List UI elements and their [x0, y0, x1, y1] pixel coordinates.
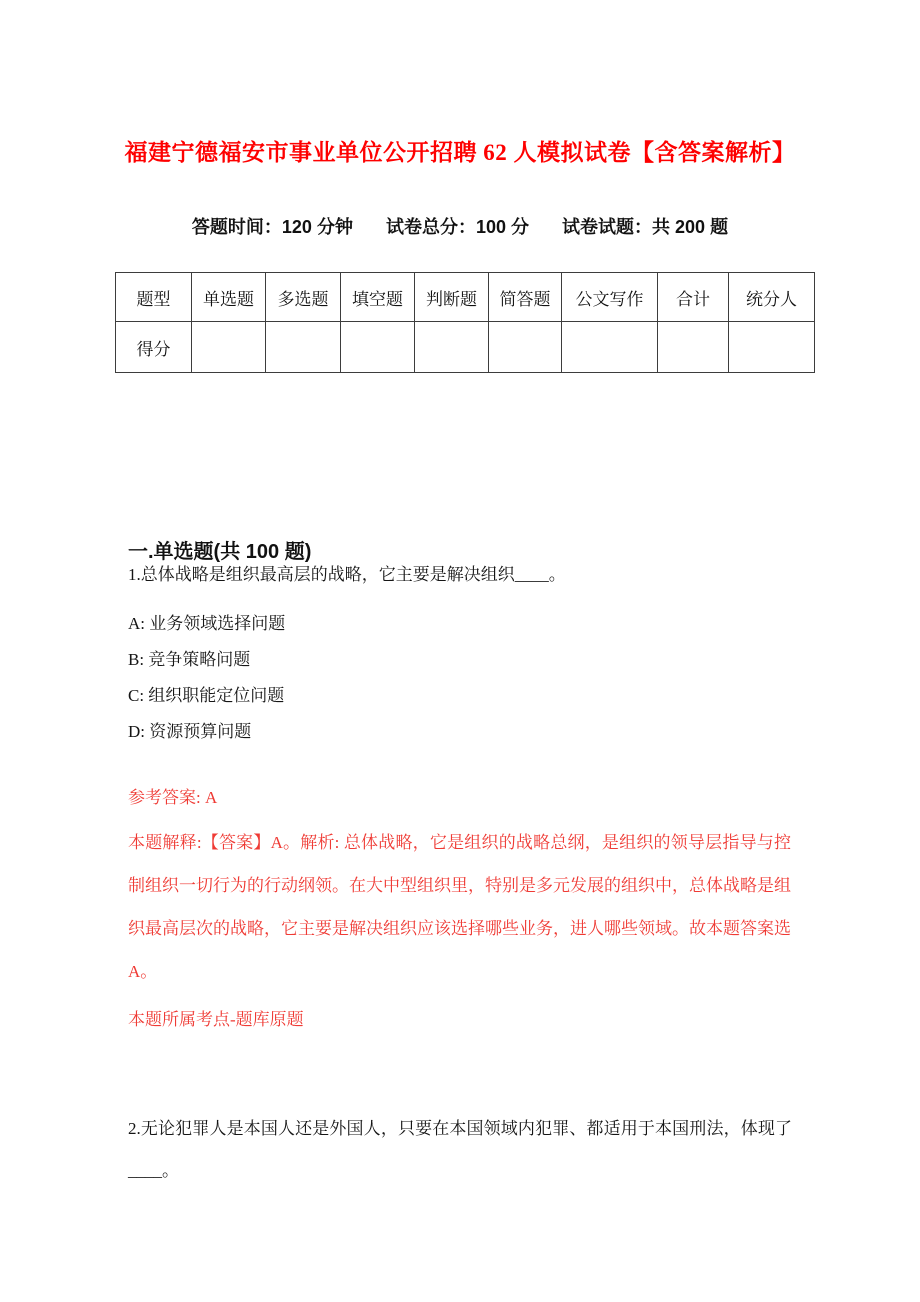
header-total: 合计 — [658, 273, 729, 322]
score-cell — [341, 322, 415, 373]
score-cell — [562, 322, 658, 373]
score-cell — [658, 322, 729, 373]
header-fill-blank: 填空题 — [341, 273, 415, 322]
exam-meta-line — [0, 213, 920, 241]
question-2-text: 2.无论犯罪人是本国人还是外国人，只要在本国领域内犯罪、都适用于本国刑法，体现了____。 — [128, 1119, 792, 1180]
question-1-options — [128, 606, 792, 750]
score-table-header-row — [116, 273, 815, 322]
question-1-reference-answer: 参考答案: A — [128, 788, 218, 807]
score-cell — [415, 322, 489, 373]
score-row-label: 得分 — [116, 322, 192, 373]
header-short-answer: 简答题 — [489, 273, 562, 322]
option-a: A: 业务领域选择问题 — [128, 614, 286, 633]
score-table — [115, 272, 815, 373]
header-official-writing: 公文写作 — [562, 273, 658, 322]
header-score-counter: 统分人 — [729, 273, 815, 322]
header-multi-choice: 多选题 — [266, 273, 341, 322]
meta-total-score: 试卷总分：100 分 — [385, 217, 530, 237]
question-1-source: 本题所属考点-题库原题 — [128, 1010, 304, 1029]
header-question-type: 题型 — [116, 273, 192, 322]
section-heading-single-choice: 一.单选题(共 100 题) — [128, 540, 312, 563]
score-cell — [192, 322, 266, 373]
meta-time: 答题时间：120 分钟 — [191, 217, 353, 237]
score-table-score-row — [116, 322, 815, 373]
score-cell — [266, 322, 341, 373]
score-cell — [489, 322, 562, 373]
score-cell — [729, 322, 815, 373]
header-single-choice: 单选题 — [192, 273, 266, 322]
option-d: D: 资源预算问题 — [128, 722, 252, 741]
question-1-explanation: 本题解释:【答案】A。解析: 总体战略，它是组织的战略总纲，是组织的领导层指导与控制组织一切行为的行动纲领。在大中型组织里，特别是多元发展的组织中，总体战略是组织最高层次的战略，它主要是解决组织应该选择哪些业务，进人哪些领域。故本题答案选 A。 — [128, 833, 791, 981]
question-1-text: 1.总体战略是组织最高层的战略，它主要是解决组织____。 — [128, 565, 566, 584]
option-c: C: 组织职能定位问题 — [128, 686, 285, 705]
doc-title: 福建宁德福安市事业单位公开招聘 62 人模拟试卷【含答案解析】 — [124, 140, 796, 166]
meta-question-count: 试卷试题：共 200 题 — [562, 217, 729, 237]
option-b: B: 竞争策略问题 — [128, 650, 251, 669]
header-true-false: 判断题 — [415, 273, 489, 322]
